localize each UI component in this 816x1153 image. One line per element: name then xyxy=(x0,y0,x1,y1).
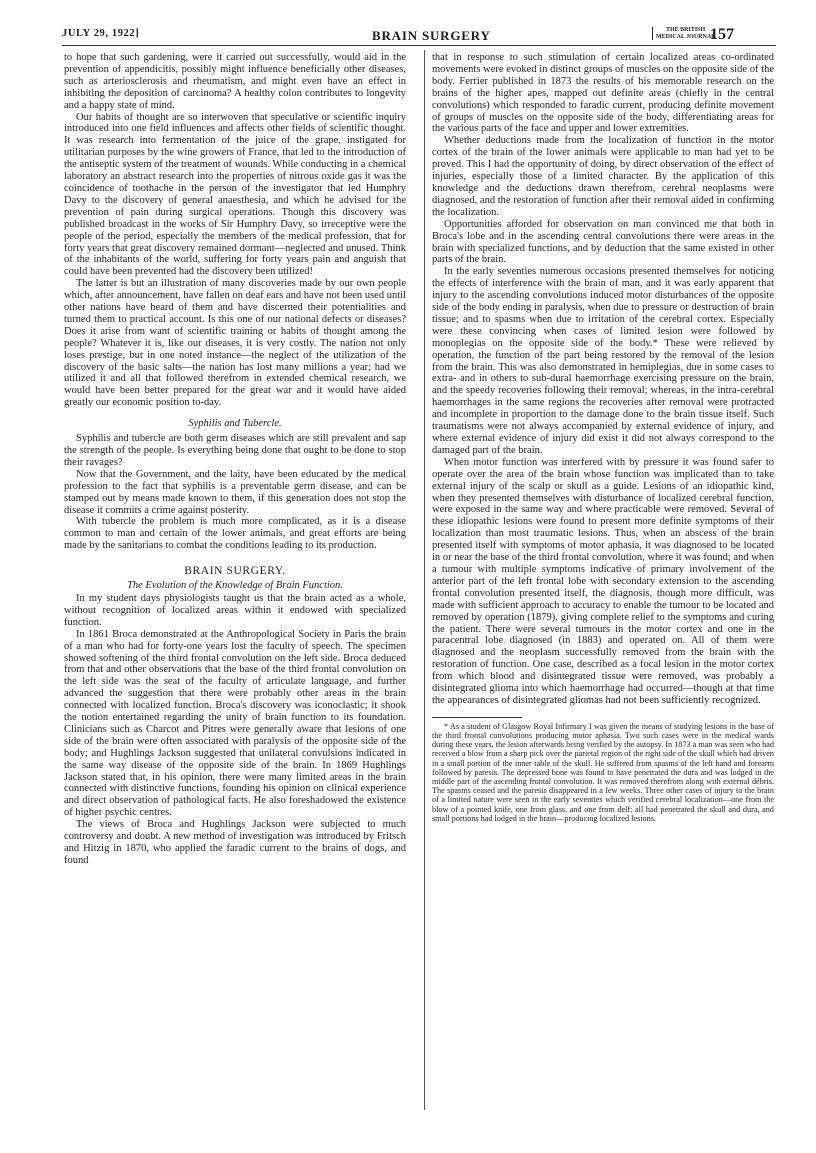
paragraph: to hope that such gardening, were it carried out successfully, would aid in the prevention of appendicitis, possibly might influence beneficially other diseases, such as arteriosclerosis and rheumatism, and might even have an effect in inhibiting the deposition of carcinoma? A healthy colon contributes to longevity and a happy state of mind. xyxy=(64,52,406,111)
paragraph: that in response to such stimulation of certain localized areas co-ordinated movements were evoked in distinct groups of muscles on the opposite side of the body. Ferrier published in 1873 the results of his memorable research on the brains of the higher apes, mapped out definite areas (chiefly in the central convolutions) which responded to faradic current, producing definite movement of groups of muscles on the opposite side of the body, differentiating areas for the various parts of the face and upper and lower extremities. xyxy=(432,52,774,135)
column-divider xyxy=(424,50,425,1110)
paragraph: Now that the Government, and the laity, have been educated by the medical profession to the fact that syphilis is a preventable germ disease, and can be stamped out by means made known to them, if this generation does not stop the disease it commits a crime against posterity. xyxy=(64,468,406,516)
page-header xyxy=(62,26,776,46)
subheading-syphilis: Syphilis and Tubercle. xyxy=(188,418,282,430)
paragraph: In the early seventies numerous occasions presented themselves for noticing the effects of interference with the brain of man, and it was early apparent that injury to the ascending convolutions induced motor disturbances of the opposite side of the body ending in paralysis, when due to pressure or destruction of brain tissue; and to spasms when due to irritation of the cerebral cortex. Especially were these convincing when cases of limited lesion were followed by monoplegias on the opposite side of the body.* These were relieved by operation, the function of the part being restored by the removal of the lesion from the brain. This was also demonstrated in hemiplegias, due in some cases to extra- and in others to sub-dural haemorrhage exercising pressure on the brain, and the speedy recoveries following their removal; whereas, in the intra-cerebral haemorrhages in the same regions the recoveries after removal were protracted and incomplete in proportion to the damage done to the brain tissue itself. Such traumatisms were not always accompanied by external evidence of injury, and where external evidence of injury did exist it did not always correspond to the damaged part of the brain. xyxy=(432,266,774,456)
issue-date: JULY 29, 1922] xyxy=(62,28,140,39)
section-heading: BRAIN SURGERY. xyxy=(184,565,286,578)
journal-name-line2: MEDICAL JOURNAL xyxy=(656,33,716,40)
paragraph: With tubercle the problem is much more complicated, as it is a disease common to man and certain of the lower animals, and great efforts are being made by the sanitarians to combat the conditions leading to its production. xyxy=(64,516,406,552)
footnote-rule xyxy=(432,717,522,718)
paragraph: Whether deductions made from the localization of function in the motor cortex of the brain of the lower animals were applicable to man had yet to be proved. This I had the opportunity of doing, by direct observation of the effect of injuries, especially those of a limited character. By the application of this knowledge and the deductions drawn therefrom, cerebral neoplasms were diagnosed, and the restoration of function after their removal aided in confirming the localization. xyxy=(432,135,774,218)
paragraph: Syphilis and tubercle are both germ diseases which are still prevalent and sap the strength of the people. Is everything being done that ought to be done to stop their ravages? xyxy=(64,433,406,468)
paragraph: Opportunities afforded for observation on man convinced me that both in Broca's lobe and in the ascending central convolutions there were areas in the brain with specialized functions, and by deduction that the same existed in other parts of the brain. xyxy=(432,218,774,266)
left-column xyxy=(64,52,406,867)
paragraph: Our habits of thought are so interwoven that speculative or scientific inquiry introduced into one field influences and affects other fields of scientific thought. It was research into fermentation of the juice of the grape, instigated for utilitarian purposes by the wine growers of France, that led to the introduction of the antiseptic system of the treatment of wounds. While conducting in a chemical laboratory an abstract research into the properties of nitrous oxide gas it was the coincidence of toothache in the person of the investigator that led Humphry Davy to the discovery of general anaesthesia, and which he advised for the prevention of pain during surgical operations. Though this discovery was published broadcast in the works of Sir Humphry Davy, so irreceptive were the people of the period, especially the members of the medical profession, that for forty years that great discovery remained dormant—neglected and unused. Think of the inhabitants of the world, suffering for forty years pain and anguish that could have been prevented had the discovery been utilized! xyxy=(64,111,406,278)
paragraph: When motor function was interfered with by pressure it was found safer to operate over the area of the brain whose function was implicated than to take external injury of the scalp or skull as a guide. Lesions of an idiopathic kind, when they presented themselves with disturbance of localized cerebral function, were exposed in the same way and where practicable were removed. Several of these idiopathic lesions were found to present more definite symptoms of their localization than most traumatic lesions. Thus, when an abscess of the brain presented itself with symptoms of motor aphasia, it was diagnosed to be located in or near the base of the third frontal convolution, where it was found; and when a tumour with multiple symptoms indicative of primary involvement of the anterior part of the left frontal lobe with secondary extension to the ascending frontal convolution presented itself, the diagnosis, though more difficult, was made with sufficient approach to accuracy to enable the tumour to be located and removed by operation (1879), giving complete relief to the symptoms and curing the patient. There were several tumours in the motor cortex and one in the paracentral lobe diagnosed (in 1883) and operated on. All of them were diagnosed and the neoplasm successfully removed from the brain with the restoration of function. One case, described as a focal lesion in the motor cortex from which blood and disintegrated tissue were removed, was probably a disintegrated glioma into which haemorrhage had occurred—though at that time the appearances of disintegrated gliomas had not been sufficiently recognized. xyxy=(432,456,774,706)
journal-name-line1: THE BRITISH xyxy=(665,27,706,33)
paragraph: In 1861 Broca demonstrated at the Anthropological Society in Paris the brain of a man who had for forty-one years lost the faculty of speech. The specimen showed softening of the third frontal convolution on the left side. Broca deduced from that and other observations that the base of the third frontal convolution on the left side was the seat of the faculty of articulate language, and further advanced the suggestion that there were probably other areas in the brain connected with localized function. Broca's discovery was iconoclastic; it shook the notion entertained regarding the unity of brain function to its foundation. Clinicians such as Charcot and Pitres were generally aware that lesions of one side of the brain were often associated with paralysis of the opposite side of the body; and Hughlings Jackson suggested that unilateral convulsions indicated in the same way disease of the opposite side of the brain. In 1869 Hughlings Jackson stated that, in his opinion, there were many limited areas in the brain connected with distinctive functions, founding his opinion on clinical experience and direct observation of pathological facts. He also foreshadowed the existence of higher psychic centres. xyxy=(64,628,406,819)
paragraph: The views of Broca and Hughlings Jackson were subjected to much controversy and doubt. A new method of investigation was introduced by Fritsch and Hitzig in 1870, who applied the faradic current to the brains of dogs, and found xyxy=(64,819,406,866)
header-rule xyxy=(62,45,776,46)
running-title: BRAIN SURGERY xyxy=(372,28,491,43)
journal-name xyxy=(652,27,715,40)
footnote: * As a student of Glasgow Royal Infirmary I was given the means of studying lesions in the base of the third frontal convolutions producing motor aphasia. Two such cases were in the medical wards during these years, the lesion afterwards being verified by the autopsy. In 1873 a man was seen who had received a blow from a sharp pick over the parietal region of the right side of the skull which had driven in a small portion of the inner table of the skull. He suffered from spasms of the left hand and forearm followed by paresis. The depressed bone was found to have penetrated the dura and was lodged in the middle part of the ascending frontal convolution. It was removed therefrom along with external débris. The spasms ceased and the paresis disappeared in a few weeks. Three other cases of injury to the brain of a limited nature were seen in the early seventies which verified cerebral localization—one from the blow of a pointed knife, one from glass, and one from delf; all had penetrated the skull and dura, and small portions had lodged in the brain—producing localized lesions. xyxy=(432,721,774,823)
section-subheading: The Evolution of the Knowledge of Brain Function. xyxy=(127,580,343,592)
right-column xyxy=(432,52,774,823)
page-number: 157 xyxy=(710,26,734,43)
paragraph: In my student days physiologists taught us that the brain acted as a whole, without recognition of localized areas within it endowed with specialized function. xyxy=(64,592,406,628)
paragraph: The latter is but an illustration of many discoveries made by our own people which, after announcement, have fallen on deaf ears and have not been used until other nations have heard of them and have discerned their potentialities and turned them to practical account. Is this one of our national defects or diseases? Does it arise from want of scientific training or habits of thought among the people? Whatever it is, like our diseases, it is very costly. The nation not only loses prestige, but in one noted instance—the neglect of the utilization of the discovery of the basic salts—the nation has lost many millions a year; had we utilized it and all that followed therefrom in extended chemical research, we would have been better prepared for the great war and it would have aided greatly our economic position to-day. xyxy=(64,278,406,409)
